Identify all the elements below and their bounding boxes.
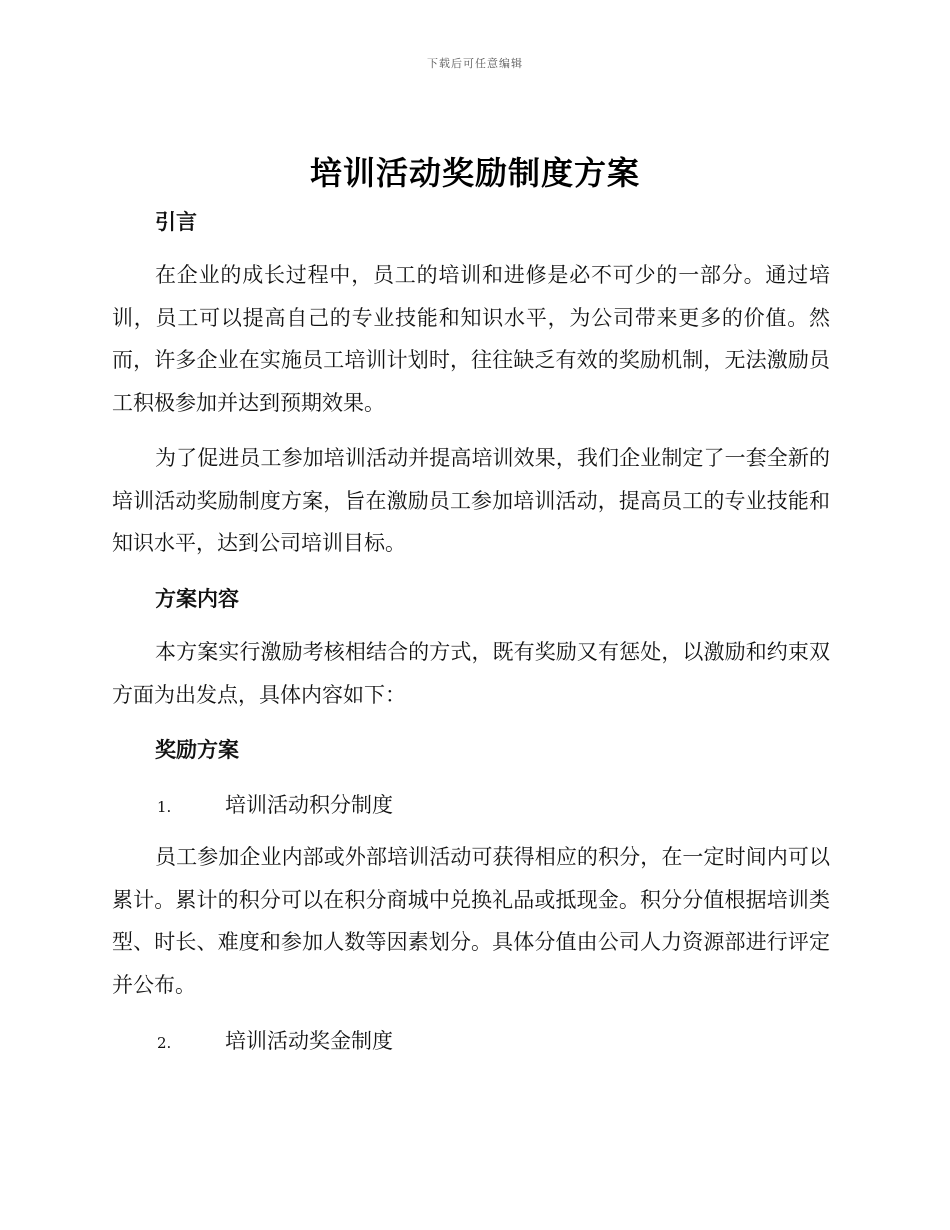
- list-item-label: 培训活动积分制度: [225, 793, 393, 817]
- list-item-number: 1.: [157, 798, 172, 816]
- section-heading-reward: 奖励方案: [155, 738, 239, 762]
- paragraph-intro-1: 在企业的成长过程中，员工的培训和进修是必不可少的一部分。通过培训，员工可以提高自己的专业技能和知识水平，为公司带来更多的价值。然而，许多企业在实施员工培训计划时，往往缺乏有效的奖励机制，无法激励员工积极参加并达到预期效果。: [112, 263, 830, 415]
- paragraph-content-1: 本方案实行激励考核相结合的方式，既有奖励又有惩处，以激励和约束双方面为出发点，具体内容如下：: [112, 640, 830, 707]
- paragraph-intro-2: 为了促进员工参加培训活动并提高培训效果，我们企业制定了一套全新的培训活动奖励制度方案，旨在激励员工参加培训活动，提高员工的专业技能和知识水平，达到公司培训目标。: [112, 446, 830, 555]
- list-item-number: 2.: [157, 1034, 172, 1052]
- list-item-2: [157, 1025, 393, 1055]
- section-heading-content: 方案内容: [155, 587, 239, 611]
- list-item-label: 培训活动奖金制度: [225, 1029, 393, 1053]
- document-title: 培训活动奖励制度方案: [309, 154, 640, 192]
- header-note: 下载后可任意编辑: [427, 57, 523, 70]
- paragraph-item-1: 员工参加企业内部或外部培训活动可获得相应的积分，在一定时间内可以累计。累计的积分可以在积分商城中兑换礼品或抵现金。积分分值根据培训类型、时长、难度和参加人数等因素划分。具体分值由公司人力资源部进行评定并公布。: [112, 845, 830, 997]
- section-heading-intro: 引言: [155, 210, 197, 234]
- list-item-1: [157, 789, 393, 819]
